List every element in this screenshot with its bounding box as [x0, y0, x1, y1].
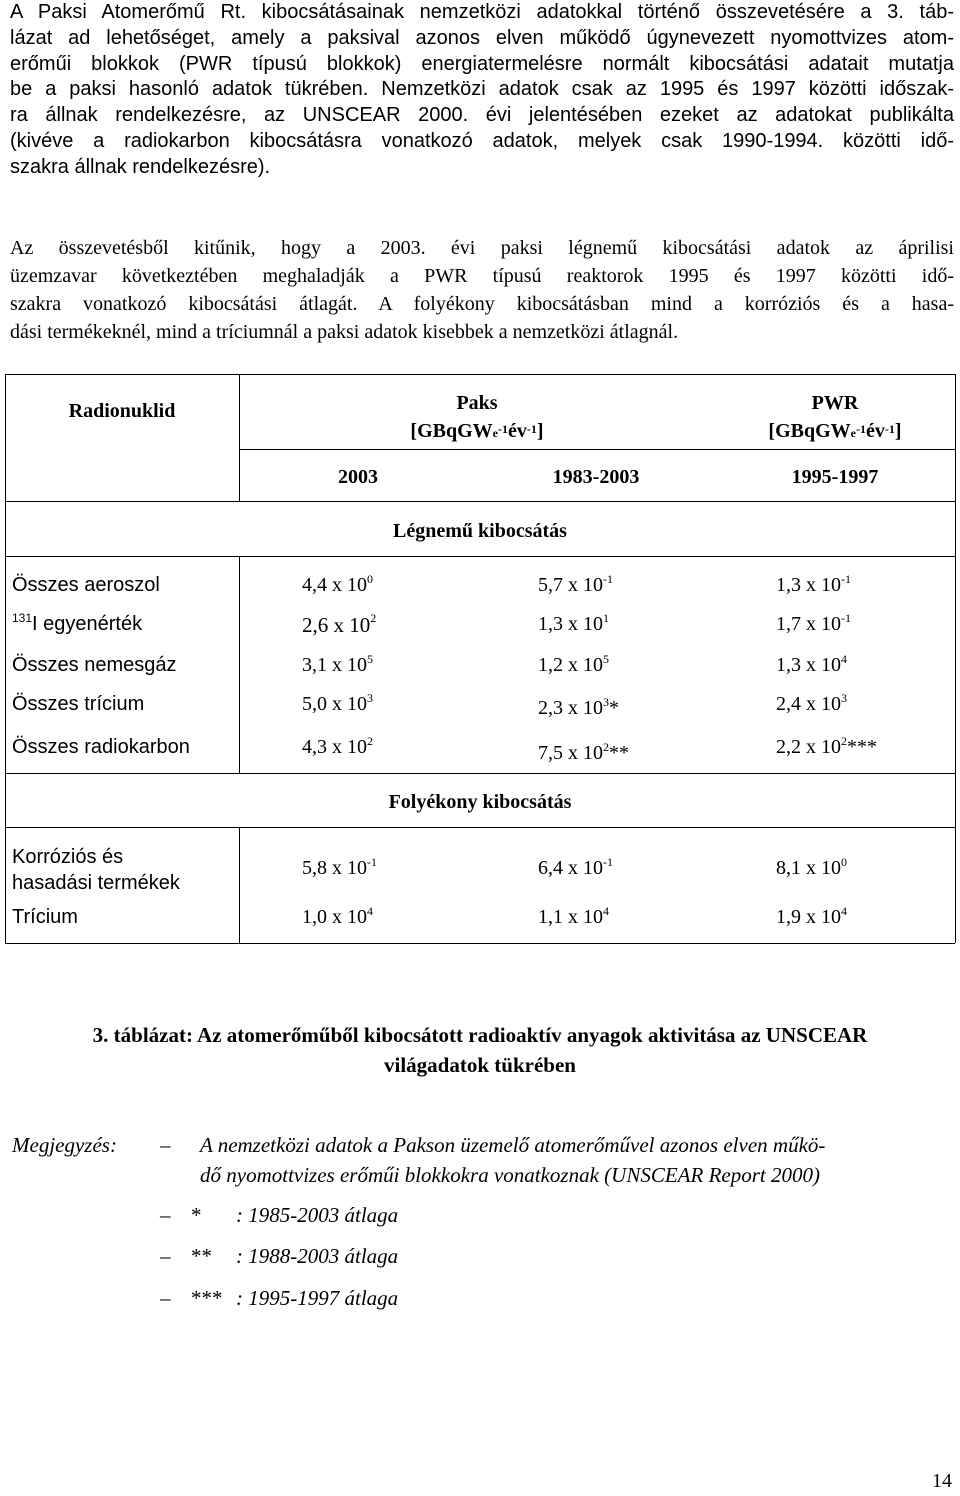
paks-1983-2003-value: 7,5 x $10^2**$: [538, 740, 629, 764]
comparison-line: szakra vonatkozó kibocsátási átlagát. A folyékony kibocsátásban mind a korróziós és a hasa-: [10, 293, 954, 315]
intro-line: A Paksi Atomerőmű Rt. kibocsátásainak nemzetközi adatokkal történő összevetésére a 3. táb-: [10, 1, 954, 23]
intro-paragraph: [10, 0, 954, 181]
paks-1983-2003-value: 1,1 x $10^4$: [538, 904, 609, 928]
pwr-value: 1,9 x $10^4$: [776, 904, 847, 928]
intro-line: szakra állnak rendelkezésre).: [10, 155, 271, 178]
paks-2003-value: 3,1 x $10^5$: [302, 652, 373, 676]
notes-main-line: dő nyomottvizes erőműi blokkokra vonatkoznak (UNSCEAR Report 2000): [200, 1163, 820, 1187]
intro-line: lázat ad lehetőséget, amely a paksival azonos elven működő úgynevezett nyomottvizes atom-: [10, 26, 954, 49]
notes-main-line: A nemzetközi adatok a Pakson üzemelő atomerőművel azonos elven műkö-: [200, 1133, 826, 1157]
paks-2003-value: 4,3 x $10^2$: [302, 734, 373, 758]
row-label: Összes aeroszol: [12, 574, 160, 596]
col-divider-liquid: [239, 827, 240, 943]
comparison-line: Az összevetésből kitűnik, hogy a 2003. évi paksi légnemű kibocsátási adatok az áprilisi: [10, 237, 954, 259]
pwr-value: 1,3 x $10^{-1}$: [776, 572, 851, 596]
pwr-value: 2,2 x $10^2***$: [776, 734, 877, 758]
liquid-section-rule: [5, 827, 955, 828]
header-year-2003: 2003: [338, 466, 378, 488]
header-year-1983-2003: 1983-2003: [552, 466, 640, 488]
comparison-line: üzemzavar következtében meghaladják a PWR típusú reaktorok 1995 és 1997 közötti idő-: [10, 265, 954, 287]
section-gaseous: Légnemű kibocsátás: [393, 520, 567, 542]
paks-2003-value: 5,0 x $10^3$: [302, 691, 373, 715]
header-year-1995-1997: 1995-1997: [791, 466, 879, 488]
header-divider: [239, 449, 955, 450]
caption-line: 3. táblázat: Az atomerőműből kibocsátott radioaktív anyagok aktivitása az UNSCEAR: [92, 1023, 868, 1047]
caption-line: világadatok tükrében: [384, 1053, 576, 1077]
intro-line: be a paksi hasonló adatok tükrében. Nemzetközi adatok csak az 1995 és 1997 közötti időszak-: [10, 78, 954, 101]
liquid-section-top-rule: [5, 773, 955, 774]
pwr-value: 1,3 x $10^4$: [776, 652, 847, 676]
header-radionuclide: Radionuklid: [68, 400, 176, 422]
row-label: Összes nemesgáz: [12, 654, 177, 676]
page-number: 14: [932, 1470, 952, 1492]
note-item: – *** : 1995-1997 átlaga: [160, 1286, 399, 1310]
row-label: Összes radiokarbon: [12, 736, 190, 758]
notes-dash: –: [160, 1133, 171, 1157]
table-border-right: [955, 374, 956, 943]
col-divider-gas: [239, 556, 240, 773]
paks-1983-2003-value: 2,3 x $10^3*$: [538, 695, 619, 719]
paks-1983-2003-value: 6,4 x $10^{-1}$: [538, 855, 613, 879]
table-border-top: [5, 374, 955, 375]
paks-1983-2003-value: 1,3 x $10^1$: [538, 611, 609, 635]
table-border-left: [5, 374, 6, 943]
section-liquid: Folyékony kibocsátás: [388, 791, 572, 813]
intro-line: ra állnak rendelkezésre, az UNSCEAR 2000. évi jelentésében ezeket az adatokat publikálta: [10, 104, 954, 127]
header-paks: [239, 389, 715, 445]
pwr-value: 2,4 x $10^3$: [776, 691, 847, 715]
paks-2003-value: 5,8 x $10^{-1}$: [302, 855, 377, 879]
paks-2003-value: 1,0 x $10^4$: [302, 904, 373, 928]
comparison-line: dási termékeknél, mind a tríciumnál a paksi adatok kisebbek a nemzetközi átlagnál.: [10, 321, 679, 343]
paks-2003-value: 4,4 x $10^0$: [302, 572, 373, 596]
paks-1983-2003-value: 1,2 x $10^5$: [538, 652, 609, 676]
header-pwr-unit: $[GBqGW_e^{-1}év^{-1}]$: [768, 420, 902, 442]
gas-section-rule: [5, 556, 955, 557]
notes-label: Megjegyzés:: [12, 1133, 117, 1157]
note-item: – ** : 1988-2003 átlaga: [160, 1244, 399, 1268]
paks-2003-value: 2,6 x $10^2$: [302, 611, 377, 637]
header-pwr-label: PWR: [811, 392, 859, 414]
pwr-value: 1,7 x $10^{-1}$: [776, 611, 851, 635]
paks-1983-2003-value: 5,7 x $10^{-1}$: [538, 572, 613, 596]
table-border-bottom: [5, 943, 955, 944]
table-caption: [0, 1020, 960, 1080]
header-pwr: [715, 389, 955, 445]
header-paks-label: Paks: [456, 392, 498, 414]
row-label: Korróziós és hasadási termékek: [12, 846, 180, 894]
header-bottom-rule: [5, 501, 955, 502]
row-label: Trícium: [12, 906, 78, 928]
intro-line: (kivéve a radiokarbon kibocsátásra vonatkozó adatok, melyek csak 1990-1994. közötti idő-: [10, 129, 954, 152]
row-label: Összes trícium: [12, 693, 145, 715]
row-label: $^{131}$I egyenérték: [12, 611, 143, 635]
header-paks-unit: $[GBqGW_e^{-1}év^{-1}]$: [410, 420, 544, 442]
intro-line: erőműi blokkok (PWR típusú blokkok) energiatermelésre normált kibocsátási adatait mutatja: [10, 52, 954, 75]
pwr-value: 8,1 x $10^0$: [776, 855, 847, 879]
note-item: – * : 1985-2003 átlaga: [160, 1203, 399, 1227]
comparison-paragraph: [10, 234, 954, 346]
